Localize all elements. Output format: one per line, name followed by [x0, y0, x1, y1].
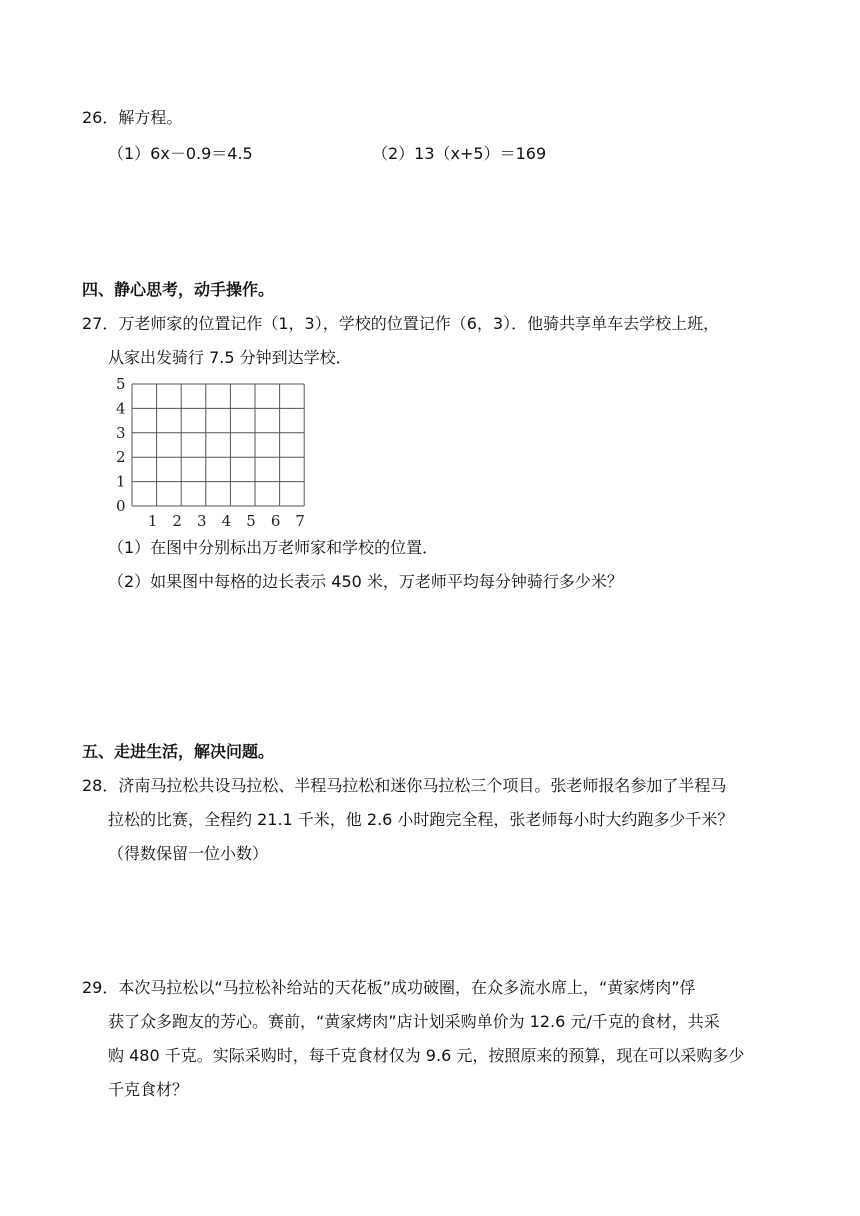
x-tick-label: 4: [221, 512, 232, 530]
q29-line-4: 千克食材？: [108, 1080, 189, 1099]
section-4-heading: 四、静心思考，动手操作。: [82, 280, 275, 299]
y-tick-label: 1: [116, 472, 126, 491]
x-tick-label: 5: [246, 512, 256, 530]
q27-subquestion-1: （1）在图中分别标出万老师家和学校的位置．: [108, 538, 439, 557]
y-tick-label: 5: [116, 375, 126, 393]
section-5-heading: 五、走进生活，解决问题。: [82, 742, 275, 761]
q29-line-1: 29．本次马拉松以“马拉松补给站的天花板”成功破圈，在众多流水席上，“黄家烤肉”俘: [82, 978, 696, 997]
x-tick-label: 7: [295, 512, 305, 530]
x-tick-label: 6: [270, 512, 281, 530]
y-tick-label: 4: [116, 399, 126, 418]
q27-line-2: 从家出发骑行 7.5 分钟到达学校．: [108, 348, 352, 367]
q29-line-2: 获了众多跑友的芳心。赛前，“黄家烤肉”店计划采购单价为 12.6 元/千克的食材，共采: [108, 1012, 720, 1031]
y-tick-label: 2: [116, 448, 126, 467]
x-tick-label: 3: [197, 512, 207, 530]
q29-line-3: 购 480 千克。实际采购时，每千克食材仅为 9.6 元，按照原来的预算，现在可以采购多少: [108, 1046, 745, 1065]
q28-line-3: （得数保留一位小数）: [108, 844, 269, 863]
y-tick-label: 3: [116, 423, 126, 442]
coordinate-grid: [100, 372, 320, 532]
q27-subquestion-2: （2）如果图中每格的边长表示 450 米，万老师平均每分钟骑行多少米？: [108, 572, 623, 591]
y-tick-label: 0: [116, 497, 126, 515]
x-tick-label: 1: [147, 512, 158, 530]
q27-line-1: 27．万老师家的位置记作（1，3），学校的位置记作（6，3）．他骑共享单车去学校上班，: [82, 314, 720, 333]
x-tick-label: 2: [172, 512, 182, 530]
q28-line-2: 拉松的比赛，全程约 21.1 千米，他 2.6 小时跑完全程，张老师每小时大约跑多少千米？: [108, 810, 734, 829]
q26-equation-1: （1）6x－0.9＝4.5: [108, 144, 253, 163]
q28-line-1: 28．济南马拉松共设马拉松、半程马拉松和迷你马拉松三个项目。张老师报名参加了半程马: [82, 776, 727, 795]
q26-equation-2: （2）13（x+5）＝169: [372, 144, 547, 163]
q26-title: 26．解方程。: [82, 108, 183, 127]
